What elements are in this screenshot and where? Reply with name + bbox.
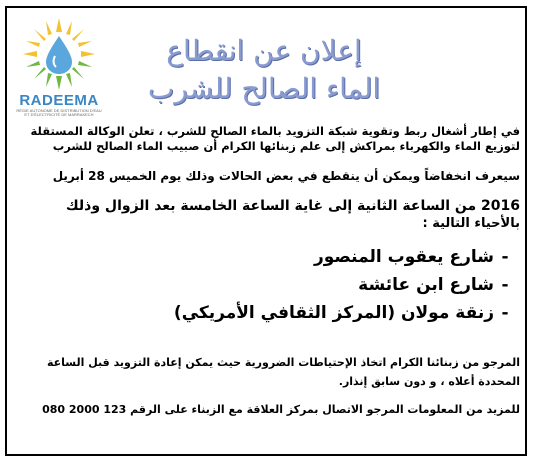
street-name: شارع ابن عائشة: [358, 275, 494, 295]
logo-subtitle: RÉGIE AUTONOME DE DISTRIBUTION D'EAU ET D'ÉLECTRICITÉ DE MARRAKECH: [16, 108, 102, 117]
list-item: [174, 271, 516, 299]
radeema-logo: [14, 14, 104, 119]
street-name: شارع يعقوب المنصور: [313, 247, 494, 267]
notice-paragraph-1c: [12, 197, 520, 233]
list-item: [174, 243, 516, 271]
street-name: زنقة مولان (المركز الثقافي الأمريكي): [173, 303, 494, 323]
bullet-dash: -: [501, 275, 509, 295]
streets-list: [174, 243, 516, 327]
paragraph-1-line-3: سيعرف انخفاضاً ويمكن أن ينقطع في بعض الحالات وذلك يوم الخميس 28 أبريل: [52, 169, 520, 183]
notice-paragraph-1: [12, 124, 520, 153]
title-line-2: الماء الصالح للشرب: [147, 72, 381, 105]
notice-paragraph-2: [12, 353, 520, 391]
paragraph-1-line-1: في إطار أشغال ربط وتقوية شبكة التزويد بالماء الصالح للشرب ، تعلن الوكالة المستقلة: [30, 124, 520, 138]
paragraph-2-line-2: المحددة أعلاه ، و دون سابق إنذار.: [338, 375, 520, 388]
title-line-1: إعلان عن انقطاع: [166, 34, 362, 67]
bullet-dash: -: [501, 247, 509, 267]
paragraph-1-line-5: بالأحياء التالية :: [422, 216, 520, 231]
paragraph-1-line-4: 2016 من الساعة الثانية إلى غاية الساعة الخامسة بعد الزوال وذلك: [65, 198, 520, 214]
bullet-dash: -: [501, 303, 509, 323]
notice-paragraph-1b: [12, 168, 520, 184]
paragraph-2-line-1: المرجو من زبنائنا الكرام اتخاذ الإحتياطات الضرورية حيث يمكن إعادة التزويد قبل الساعة: [46, 356, 520, 369]
logo-text: RADEEMA: [19, 92, 99, 109]
paragraph-1-line-2: لتوزيع الماء والكهرباء بمراكش إلى علم زبنائها الكرام أن صبيب الماء الصالح للشرب: [52, 138, 520, 153]
contact-paragraph: للمزيد من المعلومات المرجو الاتصال بمركز العلاقة مع الزبناء على الرقم 123 2000 080: [42, 403, 520, 416]
list-item: [174, 299, 516, 327]
water-drop-sun-icon: [14, 14, 104, 94]
